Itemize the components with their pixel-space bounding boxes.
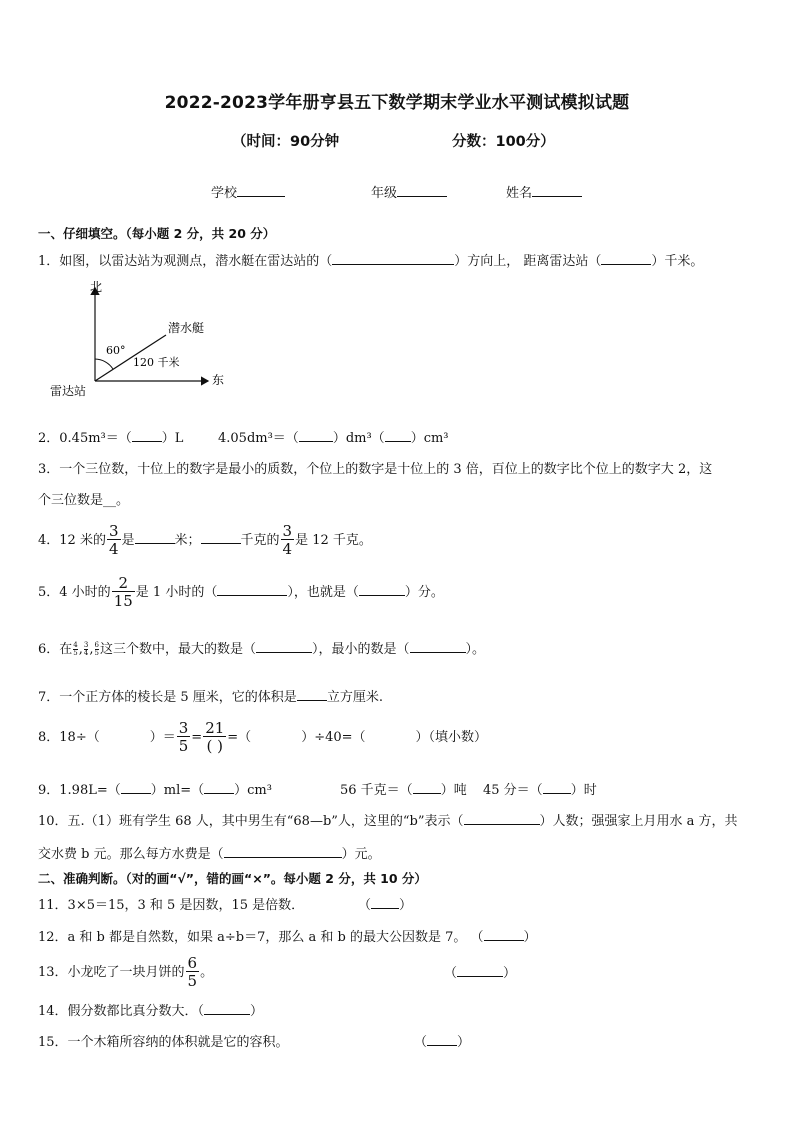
q5-text-b: 是 1 小时的（ <box>135 585 218 600</box>
q9-blank-1[interactable] <box>121 781 151 794</box>
question-7 <box>38 686 383 705</box>
q9-text-d: 56 千克＝（ <box>340 783 413 798</box>
name-label: 姓名 <box>506 186 533 201</box>
question-11-answer <box>358 894 412 913</box>
q12-blank[interactable] <box>484 928 524 941</box>
section-1-heading: 一、仔细填空。（每小题 2 分，共 20 分） <box>38 226 276 241</box>
question-14 <box>38 1000 263 1019</box>
q9-text-e: ）吨 <box>440 783 467 798</box>
q6-fraction-3: $\frac{6}{5}$ <box>94 641 99 657</box>
q4-text-a: 4．12 米的 <box>38 533 106 548</box>
question-3-line-1: 3．一个三位数，十位上的数字是最小的质数，个位上的数字是十位上的 3 倍，百位上的数字比个位上的数字大 2，这 <box>38 462 713 477</box>
question-2 <box>38 427 183 446</box>
grade-blank[interactable] <box>397 184 447 197</box>
question-1 <box>38 250 703 269</box>
question-5 <box>38 576 444 609</box>
q7-text-a: 7．一个正方体的棱长是 5 厘米，它的体积是 <box>38 690 297 705</box>
q6-text-d: ）。 <box>465 642 486 657</box>
q1-text-b: ）方向上， 距离雷达站（ <box>454 254 602 269</box>
q6-blank-2[interactable] <box>410 640 466 653</box>
q6-text-a: 6．在 <box>38 642 73 657</box>
north-label: 北 <box>90 280 103 294</box>
east-label: 东 <box>212 373 225 387</box>
question-15-answer <box>414 1031 470 1050</box>
q14-text-a: 14．假分数都比真分数大．（ <box>38 1004 205 1019</box>
q8-blank-denominator[interactable]: ( ) <box>203 736 226 754</box>
q5-fraction: $\frac{2}{15}$ <box>113 574 133 610</box>
q2-text-b: ）L <box>161 431 184 446</box>
distance-label: 120 千米 <box>133 356 180 369</box>
question-13-answer <box>444 962 516 981</box>
submarine-label: 潜水艇 <box>168 321 205 335</box>
q6-text-b: 这三个数中，最大的数是（ <box>99 642 256 657</box>
q6-fraction-2: $\frac{3}{4}$ <box>83 641 89 657</box>
q11-text-b: （ <box>358 898 372 913</box>
q8-text-a: 8．18÷（ <box>38 730 100 745</box>
q4-blank-2[interactable] <box>201 531 241 544</box>
q13-fraction: $\frac{6}{5}$ <box>187 954 198 990</box>
q4-text-e: 是 12 千克。 <box>295 533 372 548</box>
school-label: 学校 <box>211 186 238 201</box>
section-2-heading: 二、准确判断。（对的画“√”，错的画“×”。每小题 2 分，共 10 分） <box>38 871 427 886</box>
exam-score: 分数：100分） <box>452 134 555 150</box>
question-15: 15．一个木箱所容纳的体积就是它的容积。 <box>38 1035 289 1050</box>
q12-text-a: 12．a 和 b 都是自然数，如果 a÷b＝7，那么 a 和 b 的最大公因数是 7。 （ <box>38 930 484 945</box>
q4-text-c: 米； <box>174 533 201 548</box>
question-6: 6．在 $\frac{4}{5}$ , $\frac{3}{4}$ , $\frac{6}{5}$ 这三个数中，最大的数是（ ），最小的数是（ ）。 <box>38 641 486 657</box>
q5-blank-2[interactable] <box>359 583 405 596</box>
radar-diagram <box>48 280 238 405</box>
q2-text-c: 4.05dm³＝（ <box>218 431 299 446</box>
q10-blank-2[interactable] <box>224 845 342 858</box>
q9-text-a: 9．1.98L=（ <box>38 783 121 798</box>
question-9-part-b <box>340 779 467 798</box>
q9-blank-2[interactable] <box>204 781 234 794</box>
station-label: 雷达站 <box>50 384 87 398</box>
q1-text-a: 1．如图，以雷达站为观测点，潜水艇在雷达站的（ <box>38 254 333 269</box>
q9-text-b: ）ml=（ <box>150 783 205 798</box>
q6-fraction-1: $\frac{4}{5}$ <box>73 641 78 657</box>
grade-label: 年级 <box>371 186 398 201</box>
q8-text-e: ）（填小数） <box>415 730 488 745</box>
q4-text-d: 千克的 <box>240 533 280 548</box>
q1-text-c: ）千米。 <box>651 254 704 269</box>
question-8 <box>38 721 487 754</box>
school-field <box>211 182 285 201</box>
q9-text-c: ）cm³ <box>234 783 272 798</box>
question-11: 11．3×5＝15，3 和 5 是因数，15 是倍数． <box>38 898 305 913</box>
grade-field <box>371 182 447 201</box>
question-4 <box>38 524 372 557</box>
q13-blank[interactable] <box>457 964 503 977</box>
q15-text-c: ） <box>457 1035 471 1050</box>
q2-text-a: 2．0.45m³＝（ <box>38 431 132 446</box>
q9-blank-3[interactable] <box>413 781 441 794</box>
q10-blank-1[interactable] <box>464 812 540 825</box>
q8-fraction-2: $\frac{21}{( )}$ <box>205 719 225 755</box>
q10-text-c: 交水费 b 元。那么每方水费是（ <box>38 847 224 862</box>
q9-text-f: 45 分＝（ <box>483 783 543 798</box>
question-12 <box>38 926 537 945</box>
q13-text-c: （ <box>444 966 458 981</box>
q6-text-c: ），最小的数是（ <box>311 642 410 657</box>
q7-text-b: 立方厘米. <box>326 690 383 705</box>
q10-text-d: ）元。 <box>341 847 381 862</box>
q5-text-c: ），也就是（ <box>287 585 359 600</box>
q5-text-a: 5．4 小时的 <box>38 585 111 600</box>
q4-fraction-1: $\frac{3}{4}$ <box>108 522 119 558</box>
q13-text-a: 13．小龙吃了一块月饼的 <box>38 965 185 980</box>
q5-text-d: ）分。 <box>404 585 444 600</box>
q5-blank-1[interactable] <box>217 583 287 596</box>
q14-text-b: ） <box>250 1004 264 1019</box>
q8-equals: = <box>191 730 203 745</box>
question-10-line-2 <box>38 843 381 862</box>
q15-blank[interactable] <box>427 1033 457 1046</box>
name-blank[interactable] <box>532 184 582 197</box>
q6-blank-1[interactable] <box>256 640 312 653</box>
angle-label: 60° <box>106 344 126 357</box>
q9-blank-4[interactable] <box>543 781 571 794</box>
q12-text-b: ） <box>523 930 537 945</box>
q8-text-b: ）＝ <box>149 730 176 745</box>
q2-text-d: ）dm³（ <box>332 431 385 446</box>
question-3-line-2: 个三位数是__。 <box>38 493 130 508</box>
question-10-line-1 <box>38 810 738 829</box>
q2-blank-2[interactable] <box>299 429 333 442</box>
q2-blank-3[interactable] <box>385 429 411 442</box>
q8-text-d: ）÷40=（ <box>301 730 366 745</box>
q4-fraction-2: $\frac{3}{4}$ <box>282 522 293 558</box>
question-2-part-b <box>218 427 449 446</box>
q10-text-b: ）人数；强强家上月用水 a 方，共 <box>539 814 738 829</box>
q1-blank-distance[interactable] <box>601 252 651 265</box>
q13-text-d: ） <box>503 966 517 981</box>
page-title: 2022-2023学年册亨县五下数学期末学业水平测试模拟试题 <box>164 93 630 113</box>
question-9-part-c <box>483 779 597 798</box>
q10-text-a: 10．五.（1）班有学生 68 人，其中男生有“68—b”人，这里的“b”表示（ <box>38 814 464 829</box>
q2-text-e: ）cm³ <box>410 431 449 446</box>
q4-text-b: 是 <box>121 533 135 548</box>
exam-time: （时间：90分钟 <box>232 134 340 150</box>
q1-blank-direction[interactable] <box>332 252 454 265</box>
q8-fraction-1: $\frac{3}{5}$ <box>178 719 189 755</box>
q15-text-b: （ <box>414 1035 428 1050</box>
q8-text-c: =（ <box>227 730 252 745</box>
question-13 <box>38 956 213 989</box>
q7-blank[interactable] <box>297 688 327 701</box>
q9-text-g: ）时 <box>570 783 597 798</box>
question-9 <box>38 779 272 798</box>
q11-text-c: ） <box>399 898 413 913</box>
q14-blank[interactable] <box>204 1002 250 1015</box>
q2-blank-1[interactable] <box>132 429 162 442</box>
q4-blank-1[interactable] <box>135 531 175 544</box>
q13-text-b: 。 <box>200 965 214 980</box>
name-field <box>506 182 582 201</box>
angle-arc <box>95 359 113 369</box>
school-blank[interactable] <box>237 184 285 197</box>
q11-blank[interactable] <box>371 896 399 909</box>
